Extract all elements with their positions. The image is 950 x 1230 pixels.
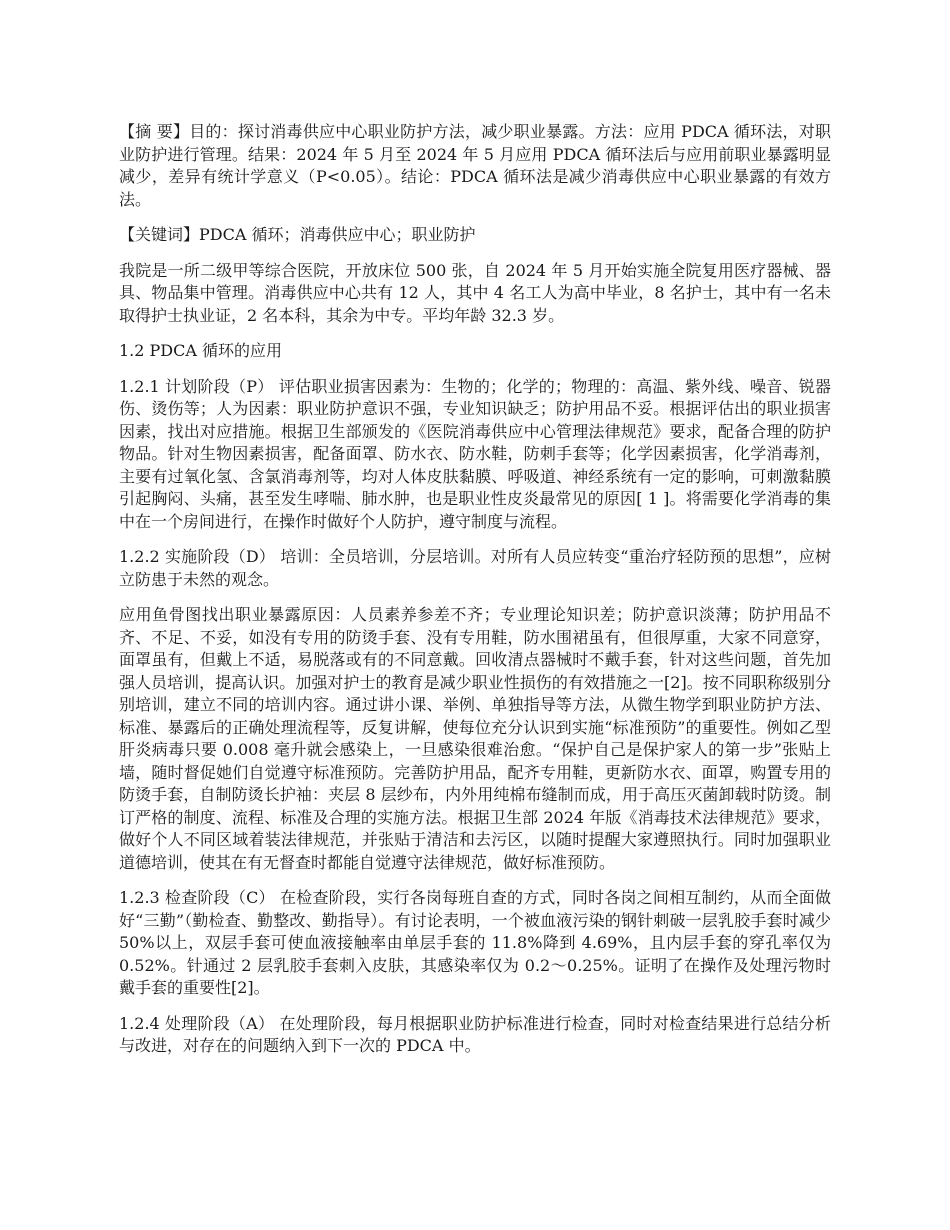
intro-paragraph: 我院是一所二级甲等综合医院，开放床位 500 张，自 2024 年 5 月开始实施全院复用医疗器械、器具、物品集中管理。消毒供应中心共有 12 人，其中 4 名工人为高中毕业，8 名护士，其中有一名未取得护士执业证，2 名本科，其余为中专。平均年龄 32.3 岁。	[119, 260, 831, 325]
keywords-paragraph: 【关键词】PDCA 循环；消毒供应中心；职业防护	[119, 225, 476, 244]
plan-phase-paragraph: 1.2.1 计划阶段（P） 评估职业损害因素为：生物的；化学的；物理的：高温、紫外线、噪音、锐器伤、烫伤等；人为因素：职业防护意识不强，专业知识缺乏；防护用品不妥。根据评估出的职业损害因素，找出对应措施。根据卫生部颁发的《医院消毒供应中心管理法律规范》要求，配备合理的防护物品。针对生物因素损害，配备面罩、防水衣、防水鞋，防刺手套等；化学因素损害，化学消毒剂，主要有过氧化氢、含氯消毒剂等，均对人体皮肤黏膜、呼吸道、神经系统有一定的影响，可刺激黏膜引起胸闷、头痛，甚至发生哮喘、肺水肿，也是职业性皮炎最常见的原因[ 1 ]。将需要化学消毒的集中在一个房间进行，在操作时做好个人防护，遵守制度与流程。	[119, 376, 831, 531]
fishbone-paragraph: 应用鱼骨图找出职业暴露原因：人员素养参差不齐；专业理论知识差；防护意识淡薄；防护用品不齐、不足、不妥，如没有专用的防烫手套、没有专用鞋，防水围裙虽有，但很厚重，大家不同意穿，面罩虽有，但戴上不适，易脱落或有的不同意戴。回收清点器械时不戴手套，针对这些问题，首先加强人员培训，提高认识。加强对护士的教育是减少职业性损伤的有效措施之一[2]。按不同职称级别分别培训，建立不同的培训内容。通过讲小课、举例、单独指导等方法，从微生物学到职业防护方法、标准、暴露后的正确处理流程等，反复讲解，使每位充分认识到实施“标准预防”的重要性。例如乙型肝炎病毒只要 0.008 毫升就会感染上，一旦感染很难治愈。“保护自己是保护家人的第一步”张贴上墙，随时督促她们自觉遵守标准预防。完善防护用品，配齐专用鞋，更新防水衣、面罩，购置专用的防烫手套，自制防烫长护袖：夹层 8 层纱布，内外用纯棉布缝制而成，用于高压灭菌卸载时防烫。制订严格的制度、流程、标准及合理的实施方法。根据卫生部 2024 年版《消毒技术法律规范》要求，做好个人不同区域着装法律规范，并张贴于清洁和去污区，以随时提醒大家遵照执行。同时加强职业道德培训，使其在有无督查时都能自觉遵守法律规范，做好标准预防。	[119, 605, 831, 872]
abstract-paragraph: 【摘 要】目的：探讨消毒供应中心职业防护方法，减少职业暴露。方法：应用 PDCA 循环法，对职业防护进行管理。结果：2024 年 5 月至 2024 年 5 月应用 PDCA 循环法后与应用前职业暴露明显减少，差异有统计学意义（P<0.05）。结论：PDCA 循环法是减少消毒供应中心职业暴露的有效方法。	[119, 122, 831, 209]
act-phase-paragraph: 1.2.4 处理阶段（A） 在处理阶段，每月根据职业防护标准进行检查，同时对检查结果进行总结分析与改进，对存在的问题纳入到下一次的 PDCA 中。	[119, 1013, 831, 1055]
do-phase-paragraph: 1.2.2 实施阶段（D） 培训：全员培训，分层培训。对所有人员应转变“重治疗轻防预的思想”，应树立防患于未然的观念。	[119, 547, 831, 589]
check-phase-paragraph: 1.2.3 检查阶段（C） 在检查阶段，实行各岗每班自查的方式，同时各岗之间相互制约，从而全面做好“三勤”（勤检查、勤整改、勤指导）。有讨论表明，一个被血液污染的钢针刺破一层乳胶手套时减少 50%以上，双层手套可使血液接触率由单层手套的 11.8%降到 4.69%，且内层手套的穿孔率仅为 0.52%。针通过 2 层乳胶手套刺入皮肤，其感染率仅为 0.2～0.25%。证明了在操作及处理污物时戴手套的重要性[2]。	[119, 888, 831, 997]
section-heading-1-2: 1.2 PDCA 循环的应用	[119, 341, 283, 360]
